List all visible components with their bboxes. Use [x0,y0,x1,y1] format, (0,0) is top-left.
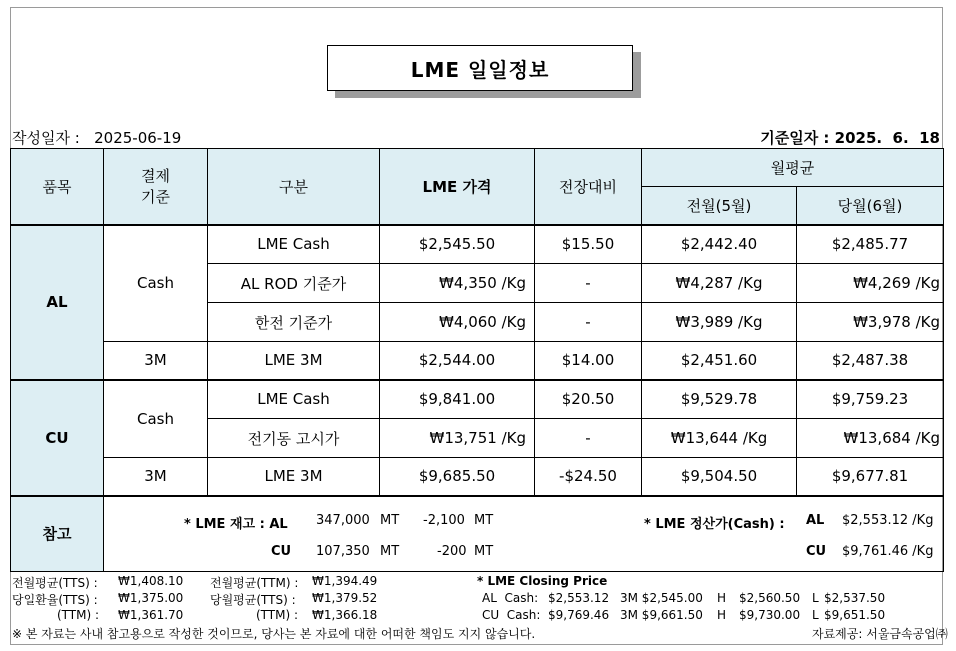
al-stock-unit: MT [380,512,400,528]
rate-label: 당일환율(TTS) : [12,593,98,607]
data-source: 자료제공: 서울금속공업㈜ [812,627,948,641]
category-cell: LME 3M [208,458,380,496]
settle-cu-value: $9,761.46 /Kg [842,543,934,559]
rate-value: ₩1,366.18 [312,608,378,622]
header-settlement [104,149,208,225]
change-cell: $14.00 [535,342,642,380]
curr-avg-cell: ₩13,684 /Kg [797,419,944,458]
rate-value: ₩1,394.49 [312,574,378,588]
al-stock-change: -2,100 [423,512,465,528]
cu-stock: 107,350 [316,543,370,559]
change-cell: $15.50 [535,225,642,264]
settle-al-value: $2,553.12 /Kg [842,512,934,528]
curr-avg-cell: $2,485.77 [797,225,944,264]
prev-avg-cell: $2,451.60 [642,342,797,380]
curr-avg-cell: $9,677.81 [797,458,944,496]
price-cell: $9,685.50 [380,458,535,496]
header-settlement-line2: 기준 [141,188,170,207]
footer [12,574,948,644]
al-stock: 347,000 [316,512,370,528]
rate-label: 전월평균(TTM) : [210,576,299,590]
price-cell: $2,544.00 [380,342,535,380]
category-cell: LME Cash [208,380,380,419]
price-cell: ₩4,060 /Kg [380,303,535,342]
table-row [11,458,944,496]
al-stock-change-unit: MT [474,512,494,528]
settlement-cash: Cash [104,225,208,342]
rate-label: 전월평균(TTS) : [12,576,98,590]
closing-3m: 3M $9,661.50 [620,608,703,622]
curr-avg-cell: ₩4,269 /Kg [797,264,944,303]
rate-value: ₩1,379.52 [312,591,378,605]
rate-value: ₩1,361.70 [118,608,184,622]
base-date-value: 2025. 6. 18 [834,129,940,147]
prev-avg-cell: $2,442.40 [642,225,797,264]
header-monthly-avg: 월평균 [642,149,944,187]
settlement-3m: 3M [104,458,208,496]
rate-label: 당월평균(TTS) : [210,593,296,607]
settle-label: * LME 정산가(Cash) : [644,516,785,532]
change-cell: - [535,419,642,458]
change-cell: $20.50 [535,380,642,419]
change-cell: - [535,303,642,342]
cu-stock-label: CU [271,543,292,559]
category-cell: AL ROD 기준가 [208,264,380,303]
rate-value: ₩1,408.10 [118,574,184,588]
closing-cash: $9,769.46 [548,608,610,622]
disclaimer: ※ 본 자료는 사내 참고용으로 작성한 것이므로, 당사는 본 자료에 대한 어떠한 책임도 지지 않습니다. [12,627,536,641]
closing-high: $2,560.50 [739,591,801,605]
report-title: LME 일일정보 [327,45,633,91]
rate-value: ₩1,375.00 [118,591,184,605]
closing-low: $9,651.50 [824,608,886,622]
created-date [12,127,181,148]
header-category: 구분 [208,149,380,225]
cu-stock-unit: MT [380,543,400,559]
base-date-label: 기준일자 : [760,129,830,147]
closing-3m: 3M $2,545.00 [620,591,703,605]
closing-low-label: L [812,608,819,622]
price-cell: $9,841.00 [380,380,535,419]
closing-cash: $2,553.12 [548,591,610,605]
settlement-3m: 3M [104,342,208,380]
closing-title: * LME Closing Price [477,574,608,588]
header-lme-price: LME 가격 [380,149,535,225]
prev-avg-cell: ₩3,989 /Kg [642,303,797,342]
rate-label: (TTM) : [256,608,299,622]
price-cell: $2,545.50 [380,225,535,264]
prev-avg-cell: ₩13,644 /Kg [642,419,797,458]
curr-avg-cell: ₩3,978 /Kg [797,303,944,342]
closing-label: CU Cash: [482,608,541,622]
stock-label: * LME 재고 : AL [184,516,288,532]
closing-high-label: H [717,608,727,622]
reference-content [104,496,944,572]
reference-row [11,496,944,572]
closing-label: AL Cash: [482,591,539,605]
price-cell: ₩13,751 /Kg [380,419,535,458]
category-cell: LME Cash [208,225,380,264]
change-cell: -$24.50 [535,458,642,496]
price-cell: ₩4,350 /Kg [380,264,535,303]
prev-avg-cell: ₩4,287 /Kg [642,264,797,303]
curr-avg-cell: $2,487.38 [797,342,944,380]
created-date-value: 2025-06-19 [94,129,182,147]
header-change: 전장대비 [535,149,642,225]
prev-avg-cell: $9,504.50 [642,458,797,496]
base-date [760,127,940,148]
header-curr-month: 당월(6월) [797,187,944,225]
category-cell: 전기동 고시가 [208,419,380,458]
category-cell: 한전 기준가 [208,303,380,342]
closing-low-label: L [812,591,819,605]
settlement-cash: Cash [104,380,208,458]
header-prev-month: 전월(5월) [642,187,797,225]
product-cu: CU [11,380,104,496]
change-cell: - [535,264,642,303]
cu-stock-change-unit: MT [474,543,494,559]
reference-label: 참고 [11,496,104,572]
settle-al-label: AL [806,512,825,528]
header-product: 품목 [11,149,104,225]
closing-low: $2,537.50 [824,591,886,605]
table-row [11,225,944,264]
rate-label: (TTM) : [57,608,100,622]
curr-avg-cell: $9,759.23 [797,380,944,419]
header-settlement-line1: 결제 [141,167,170,186]
category-cell: LME 3M [208,342,380,380]
closing-high: $9,730.00 [739,608,801,622]
table-row [11,380,944,419]
lme-price-table [10,148,944,572]
product-al: AL [11,225,104,380]
cu-stock-change: -200 [437,543,467,559]
created-date-label: 작성일자 : [12,129,80,147]
table-row [11,342,944,380]
closing-high-label: H [717,591,727,605]
prev-avg-cell: $9,529.78 [642,380,797,419]
settle-cu-label: CU [806,543,827,559]
